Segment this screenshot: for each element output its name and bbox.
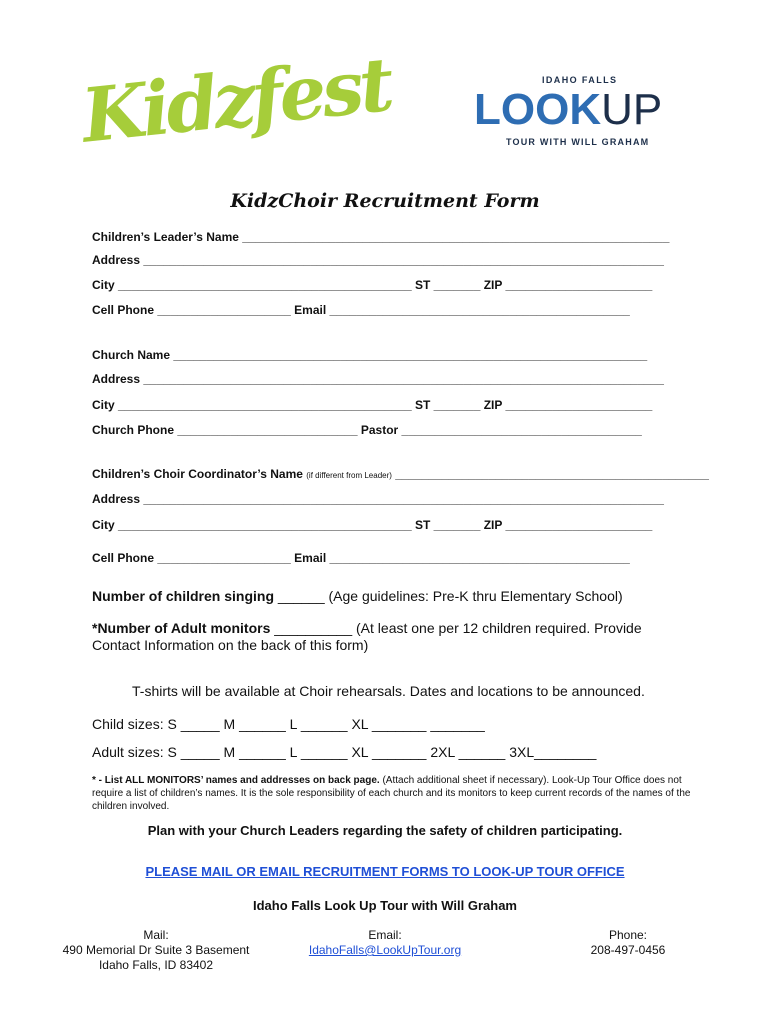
lookup-logo-up: UP bbox=[601, 85, 663, 134]
lookup-logo-ook: OOK bbox=[500, 85, 602, 134]
church-city-field[interactable]: City ____________________________________________ ST _______ ZIP ______________________ bbox=[92, 398, 653, 412]
leader-cell-field[interactable]: Cell Phone ____________________ Email _____________________________________________ bbox=[92, 303, 630, 317]
contact-phone bbox=[560, 928, 696, 958]
mail-label: Mail: bbox=[143, 928, 169, 942]
leader-address-field[interactable]: Address ______________________________________________________________________________ bbox=[92, 253, 664, 267]
monitors-note-line2: Look-Up Tour Office does not require a list of children’s names. It is the sole responsibility of each church and its monitors to keep current records of the names of the children involved. bbox=[92, 775, 691, 812]
children-singing-rest: ______ (Age guidelines: Pre-K thru Elementary School) bbox=[274, 588, 623, 604]
monitors-note bbox=[92, 774, 692, 813]
coordinator-address-field[interactable]: Address ______________________________________________________________________________ bbox=[92, 492, 664, 506]
child-sizes-field[interactable]: Child sizes: S _____ M ______ L ______ XL _______ _______ bbox=[92, 716, 485, 732]
email-link[interactable]: IdahoFalls@LookUpTour.org bbox=[308, 943, 462, 957]
adult-monitors-rest: __________ (At least one per 12 children required. Provide Contact Information on the back of this form) bbox=[92, 620, 642, 653]
form-title: KidzChoir Recruitment Form bbox=[230, 190, 540, 212]
monitors-note-bold: * - List ALL MONITORS’ names and addresses on back page. bbox=[92, 775, 380, 786]
children-singing-label: Number of children singing bbox=[92, 588, 275, 604]
adult-sizes-field[interactable]: Adult sizes: S _____ M ______ L ______ XL _______ 2XL ______ 3XL________ bbox=[92, 744, 597, 760]
mail-instructions-text[interactable]: PLEASE MAIL OR EMAIL RECRUITMENT FORMS TO LOOK-UP TOUR OFFICE bbox=[145, 864, 625, 879]
tshirts-note: T-shirts will be available at Choir rehearsals. Dates and locations to be announced. bbox=[132, 683, 645, 699]
coordinator-name-line: _______________________________________________ bbox=[391, 467, 709, 481]
coordinator-city-field[interactable]: City ____________________________________________ ST _______ ZIP ______________________ bbox=[92, 518, 653, 532]
email-label: Email: bbox=[368, 928, 402, 942]
adult-monitors-label: *Number of Adult monitors bbox=[92, 620, 271, 636]
contact-mail bbox=[20, 928, 292, 973]
lookup-logo-city: IDAHO FALLS bbox=[542, 75, 618, 85]
mail-address-line2: Idaho Falls, ID 83402 bbox=[98, 958, 214, 972]
coordinator-name-note: (if different from Leader) bbox=[306, 471, 392, 480]
contact-email bbox=[270, 928, 500, 958]
leader-name-field[interactable]: Children’s Leader’s Name ________________________________________________________________ bbox=[92, 230, 670, 244]
kidzfest-wordmark: Kidzfest bbox=[77, 41, 394, 160]
kidzfest-logo bbox=[77, 41, 394, 160]
mail-instructions-link[interactable] bbox=[0, 864, 770, 879]
church-name-field[interactable]: Church Name _______________________________________________________________________ bbox=[92, 348, 648, 362]
church-phone-field[interactable]: Church Phone ___________________________ Pastor ____________________________________ bbox=[92, 423, 642, 437]
lookup-logo-tagline: TOUR WITH WILL GRAHAM bbox=[506, 137, 650, 147]
coordinator-cell-field[interactable]: Cell Phone ____________________ Email _____________________________________________ bbox=[92, 551, 630, 565]
phone-label: Phone: bbox=[608, 928, 648, 942]
adult-monitors-field[interactable] bbox=[92, 620, 692, 654]
monitors-note-rest: (Attach additional sheet if necessary). bbox=[379, 775, 550, 786]
children-singing-field[interactable] bbox=[92, 588, 692, 605]
office-name: Idaho Falls Look Up Tour with Will Graham bbox=[253, 898, 517, 913]
safety-note: Plan with your Church Leaders regarding the safety of children participating. bbox=[147, 823, 623, 838]
coordinator-name-label: Children’s Choir Coordinator’s Name bbox=[92, 467, 307, 481]
lookup-logo-wordmark bbox=[474, 85, 663, 134]
mail-address-line1: 490 Memorial Dr Suite 3 Basement bbox=[62, 943, 250, 957]
leader-city-field[interactable]: City ____________________________________________ ST _______ ZIP ______________________ bbox=[92, 278, 653, 292]
phone-number: 208-497-0456 bbox=[590, 943, 666, 957]
lookup-logo-l: L bbox=[474, 85, 501, 134]
lookup-logo bbox=[470, 75, 690, 155]
coordinator-name-field[interactable] bbox=[92, 467, 709, 481]
church-address-field[interactable]: Address ______________________________________________________________________________ bbox=[92, 372, 664, 386]
